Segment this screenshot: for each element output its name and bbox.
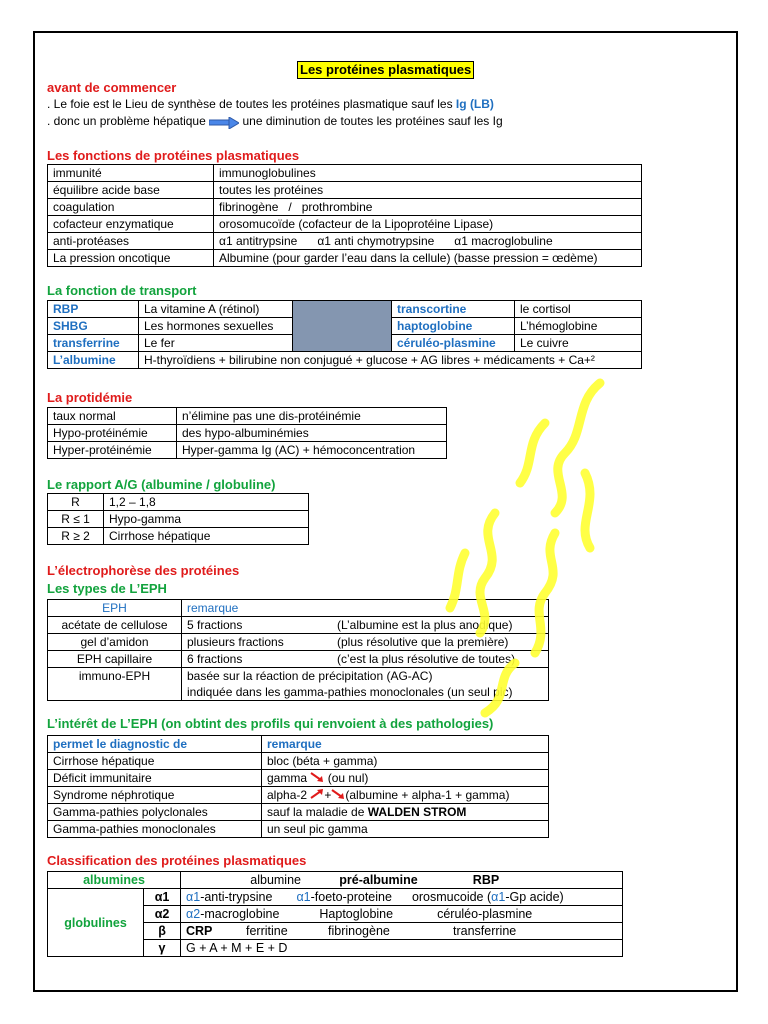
rapport-heading: Le rapport A/G (albumine / globuline) [47,477,276,492]
alpha2-text: alpha-2 [267,788,308,802]
table-cell: transferrine [48,335,139,352]
ig-label: Ig [455,97,467,111]
table-cell: Hypo-gamma [104,511,309,528]
albumines-label: albumines [48,872,181,889]
intro-line2-result: une diminution de toutes les protéines sauf les Ig [242,114,503,128]
table-cell: Déficit immunitaire [48,770,262,787]
table-row [48,301,642,318]
table-cell: des hypo-albuminémies [177,425,447,442]
table-row [48,821,549,838]
albumine-item: albumine [250,873,301,887]
column-header: remarque [182,600,549,617]
table-cell [262,770,549,787]
table-cell: Hypo-protéinémie [48,425,177,442]
table-cell: transcortine [392,301,515,318]
alpha2-label: α2 [144,906,181,923]
table-cell: R ≤ 1 [48,511,104,528]
table-row [48,617,549,634]
table-row [48,494,309,511]
table-row [48,408,447,425]
table-cell: L’hémoglobine [515,318,642,335]
right-arrow-icon [209,117,231,127]
table-cell: La vitamine A (rétinol) [139,301,293,318]
electro-heading: L’électrophorèse des protéines [47,563,240,578]
table-cell: L’albumine [48,352,139,369]
table-cell [182,668,549,701]
interet-table [47,735,549,838]
table-row [48,425,447,442]
table-cell: R [48,494,104,511]
protidemie-heading: La protidémie [47,390,133,405]
table-row [48,770,549,787]
table-cell: Gamma-pathies polyclonales [48,804,262,821]
table-header-row [48,600,549,617]
document-page [33,31,738,992]
table-cell: (L’albumine est la plus anodique) [332,617,549,634]
table-cell: orosomucoïde (cofacteur de la Lipoprotéine Lipase) [214,216,642,233]
page-title: Les protéines plasmatiques [297,61,474,79]
classification-table [47,871,623,957]
intro-line2-text: . donc un problème hépatique [47,114,206,128]
table-cell: (plus résolutive que la première) [332,634,549,651]
table-cell: haptoglobine [392,318,515,335]
immuno-line-1: basée sur la réaction de précipitation (AG-AC) [187,669,433,683]
table-cell: 5 fractions [182,617,333,634]
table-cell: alpha-2 + (albumine + alpha-1 + gamma) [262,787,549,804]
table-cell: coagulation [48,199,214,216]
table-cell: 6 fractions [182,651,333,668]
table-row [48,199,642,216]
table-row [48,233,642,250]
prealbumine-item: pré-albumine [339,873,418,887]
column-header: remarque [262,736,549,753]
table-cell [181,889,623,906]
table-cell: H-thyroïdiens + bilirubine non conjugué + glucose + AG libres + médicaments + Ca+² [139,352,642,369]
table-cell: Albumine (pour garder l’eau dans la cellule) (basse pression = œdème) [214,250,642,267]
table-cell [181,923,623,940]
alpha1-symbol: α1 [296,890,311,904]
alpha1-label: α1 [144,889,181,906]
up-arrow-icon [310,789,324,799]
table-cell: 1,2 – 1,8 [104,494,309,511]
alpha2-item-2: Haptoglobine [319,907,394,921]
down-arrow-icon [310,772,324,782]
alpha2-item-3: céruléo-plasmine [437,907,533,921]
table-cell: SHBG [48,318,139,335]
alpha1-item-1: -anti-trypsine [200,890,273,904]
ou-nul-text: (ou nul) [327,771,369,785]
rapport-table [47,493,309,545]
table-cell: Cirrhose hépatique [48,753,262,770]
table-cell: taux normal [48,408,177,425]
gray-cell [293,301,392,352]
table-cell: (c’est la plus résolutive de toutes) [332,651,549,668]
table-cell: équilibre acide base [48,182,214,199]
beta-label: β [144,923,181,940]
table-cell: Syndrome néphrotique [48,787,262,804]
intro-line1-text: . Le foie est le Lieu de synthèse de toutes les protéines plasmatique sauf les [47,97,456,111]
electro-subheading: Les types de L’EPH [47,581,167,596]
table-cell: RBP [48,301,139,318]
table-cell: Gamma-pathies monoclonales [48,821,262,838]
table-row [48,165,642,182]
table-cell: immunité [48,165,214,182]
table-cell: immunoglobulines [214,165,642,182]
column-header: EPH [48,600,182,617]
table-row [48,872,623,889]
interet-heading: L’intérêt de L’EPH (on obtint des profils qui renvoient à des pathologies) [47,716,494,731]
table-row [48,634,549,651]
lb-label: (LB) [469,97,494,111]
table-row [48,182,642,199]
alpha2-symbol: α2 [186,907,201,921]
table-row [48,753,549,770]
table-cell: acétate de cellulose [48,617,182,634]
sauf-text: sauf la maladie de [267,805,368,819]
eph-types-table [47,599,549,701]
table-cell: immuno-EPH [48,668,182,701]
table-cell: céruléo-plasmine [392,335,515,352]
table-cell: cofacteur enzymatique [48,216,214,233]
nephrotic-text: (albumine + alpha-1 + gamma) [345,788,510,802]
table-cell: Hyper-gamma Ig (AC) + hémoconcentration [177,442,447,459]
table-cell [262,804,549,821]
fonctions-table [47,164,642,267]
table-row [48,787,549,804]
globulines-label: globulines [48,889,144,957]
table-cell: plusieurs fractions [182,634,333,651]
transferrine-item: transferrine [453,924,517,938]
table-cell: Le cuivre [515,335,642,352]
table-header-row [48,736,549,753]
table-row [48,250,642,267]
table-cell: bloc (béta + gamma) [262,753,549,770]
table-row [48,528,309,545]
table-cell: anti-protéases [48,233,214,250]
classification-heading: Classification des protéines plasmatiques [47,853,307,868]
table-cell: Cirrhose hépatique [104,528,309,545]
table-row [48,216,642,233]
column-header: permet le diagnostic de [48,736,262,753]
alpha1-item-2: -foeto-proteine [310,890,392,904]
crp-item: CRP [186,924,213,938]
protidemie-table [47,407,447,459]
table-row [48,651,549,668]
fonctions-heading: Les fonctions de protéines plasmatiques [47,148,300,163]
alpha2-item-1: -macroglobine [200,907,280,921]
gamma-label: γ [144,940,181,957]
alpha1-symbol: α1 [186,890,201,904]
table-cell [181,906,623,923]
table-row [48,889,623,906]
table-cell: un seul pic gamma [262,821,549,838]
table-cell: gel d’amidon [48,634,182,651]
alpha1-item-4: -Gp acide) [505,890,564,904]
table-cell: Hyper-protéinémie [48,442,177,459]
table-cell [181,872,623,889]
table-row [48,804,549,821]
intro-heading: avant de commencer [47,80,177,95]
transport-heading: La fonction de transport [47,283,197,298]
ferritine-item: ferritine [246,924,288,938]
table-cell: G + A + M + E + D [181,940,623,957]
table-cell: α1 antitrypsine α1 anti chymotrypsine α1 macroglobuline [214,233,642,250]
table-cell: La pression oncotique [48,250,214,267]
table-row [48,442,447,459]
alpha1-item-3: orosmucoide ( [411,890,492,904]
table-cell: R ≥ 2 [48,528,104,545]
intro-line-1 [47,97,494,111]
rbp-item: RBP [472,873,500,887]
alpha1-symbol: α1 [491,890,506,904]
table-cell: le cortisol [515,301,642,318]
table-cell: EPH capillaire [48,651,182,668]
table-cell: toutes les protéines [214,182,642,199]
table-cell: n’élimine pas une dis-protéinémie [177,408,447,425]
intro-line-2 [47,114,503,128]
table-cell: Le fer [139,335,293,352]
transport-table [47,300,642,369]
table-cell: fibrinogène / prothrombine [214,199,642,216]
walden-strom-text: WALDEN STROM [367,805,467,819]
immuno-line-2: indiquée dans les gamma-pathies monoclonales (un seul pic) [187,685,513,699]
down-arrow-icon [331,789,345,799]
fibrinogene-item: fibrinogène [328,924,390,938]
gamma-text: gamma [267,771,308,785]
table-row [48,511,309,528]
table-row [48,668,549,701]
table-row [48,352,642,369]
table-cell: Les hormones sexuelles [139,318,293,335]
